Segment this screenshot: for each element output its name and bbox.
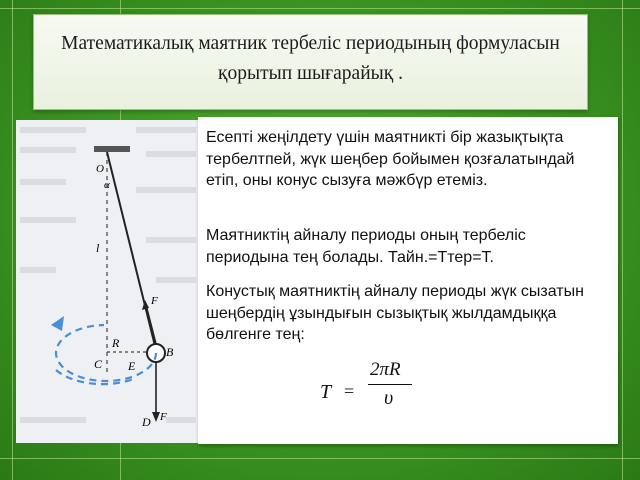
- ceiling-mount: [94, 146, 130, 152]
- paragraph-1: Есепті жеңілдету үшін маятникті бір жазықтықта тербелтпей, жүк шеңбер бойымен қозғалатындай етіп, оны конус сызуға мәжбүр етеміз.: [206, 129, 575, 189]
- label-Fn: F: [151, 295, 158, 307]
- formula-lhs: T: [320, 381, 332, 403]
- frame-line-left: [12, 0, 13, 480]
- label-E: E: [128, 359, 136, 373]
- slide-title: Математикалық маятник тербеліс периодының формуласын қорытып шығарайық .: [61, 33, 560, 84]
- label-O: O: [96, 163, 104, 175]
- label-alpha: α: [104, 179, 110, 191]
- formula-denominator: υ: [384, 387, 394, 409]
- label-Ft: F: [160, 411, 167, 423]
- period-formula: [318, 353, 438, 423]
- label-C: C: [94, 357, 103, 371]
- label-B: B: [166, 345, 174, 359]
- formula-numerator: 2πR: [370, 359, 401, 380]
- frame-line-bottom: [0, 458, 640, 459]
- paragraph-2: Маятниктің айналу периоды оның тербеліс периодына тең болады. Тайн.=Ттер=Т.: [206, 227, 526, 266]
- label-D: D: [142, 415, 151, 429]
- paragraph-3: Конустық маятниктің айналу периоды жүк сызатын шеңбердің ұзындығын сызықтық жылдамдыққа бөлгенге тең:: [206, 283, 584, 343]
- pendulum-diagram: [16, 120, 200, 443]
- pendulum-string: [107, 152, 156, 350]
- formula-equals: =: [344, 381, 355, 401]
- pendulum-figure: [16, 120, 200, 443]
- tension-arrow: [146, 305, 156, 344]
- label-l: l: [96, 241, 100, 255]
- slide-title-box: [33, 14, 588, 110]
- content-text-box: [198, 117, 618, 444]
- fraction-bar: [368, 384, 412, 385]
- frame-line-right: [622, 0, 623, 480]
- rotation-arrow-icon: [51, 316, 64, 331]
- circular-path: [56, 325, 156, 381]
- label-R: R: [112, 336, 120, 350]
- frame-line-top: [0, 8, 640, 9]
